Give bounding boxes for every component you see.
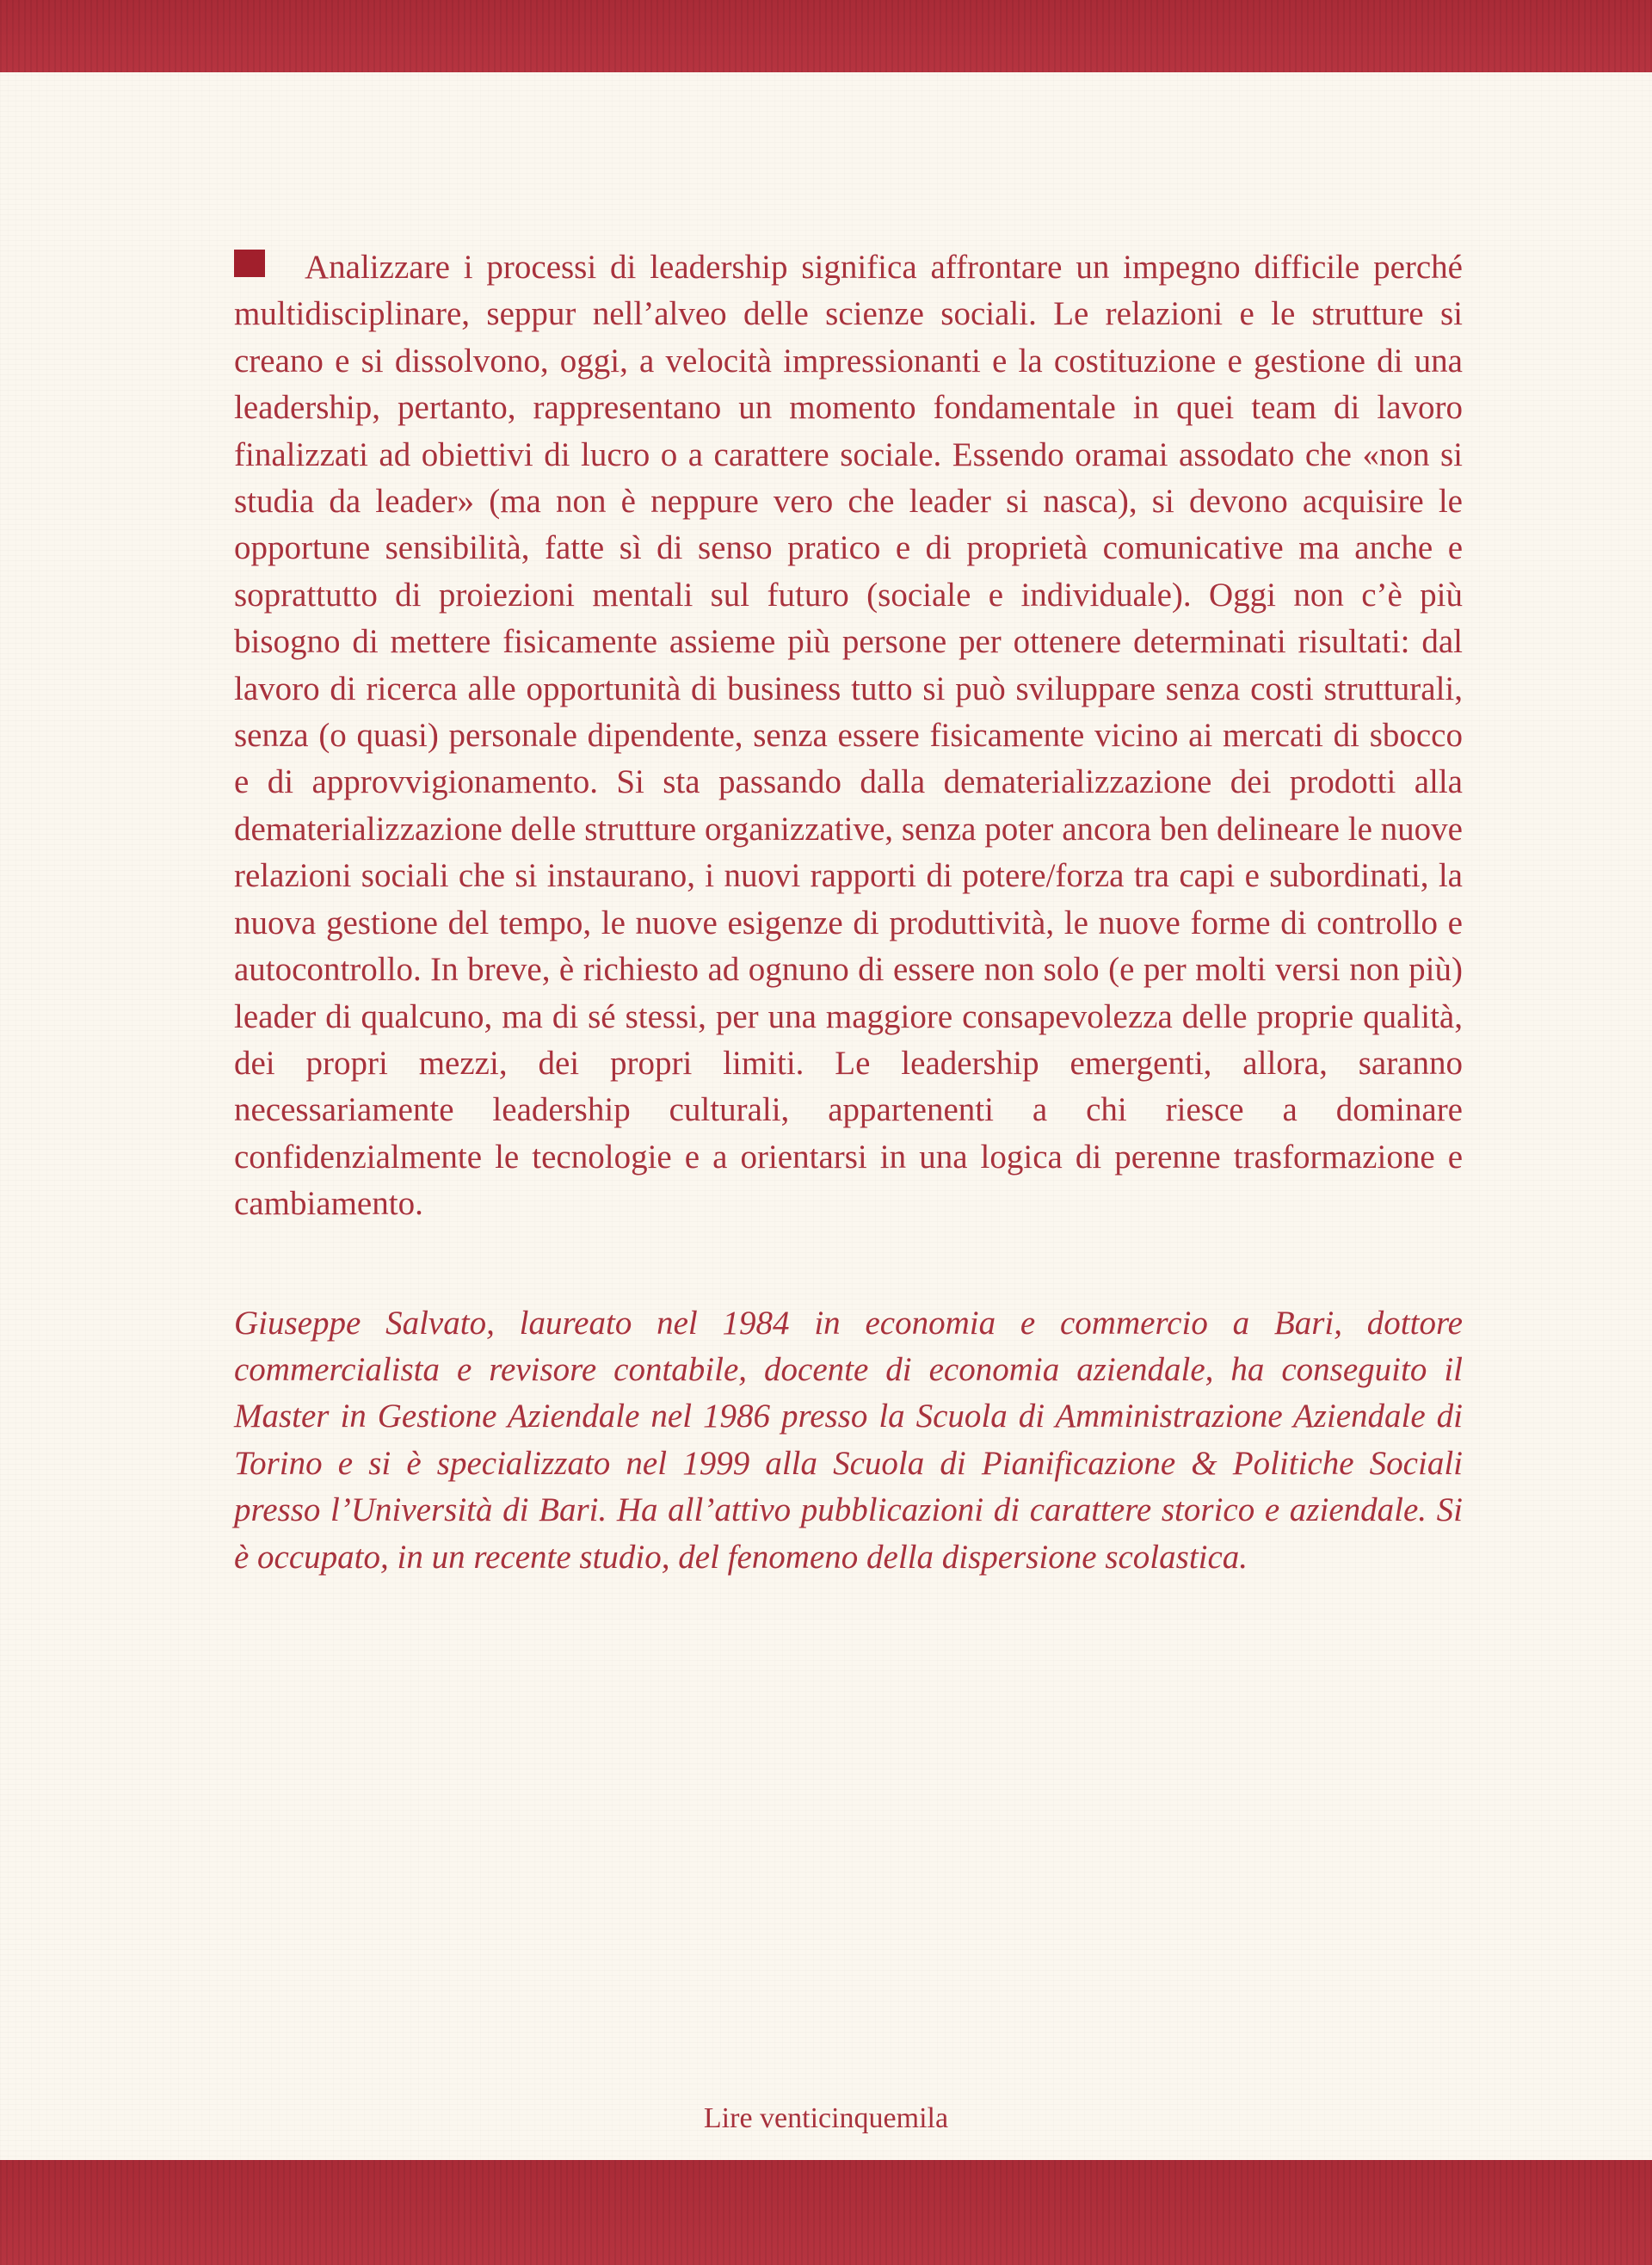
intro-text: Analizzare i processi di leadership significa affrontare un impegno difficile perché multidisciplinare, seppur nell’alveo delle scienze sociali. Le relazioni e le strutture si creano e si dissolvono, oggi, a velocità impressionanti e la costituzione e gestione di una leadership, pertanto, rappresentano un momento fondamentale in quei team di lavoro finalizzati ad obiettivi di lucro o a carattere sociale. Essendo oramai assodato che «non si studia da leader» (ma non è neppure vero che leader si nasca), si devono acquisire le opportune sensibilità, fatte sì di senso pratico e di proprietà comunicative ma anche e soprattutto di proiezioni mentali sul futuro (sociale e individuale). Oggi non c’è più bisogno di mettere fisicamente assieme più persone per ottenere determinati risultati: dal lavoro di ricerca alle opportunità di business tutto si può sviluppare senza costi strutturali, senza (o quasi) personale dipendente, senza essere fisicamente vicino ai mercati di sbocco e di approvvigionamento. Si sta passando dalla dematerializzazione dei prodotti alla dematerializzazione delle strutture organizzative, senza poter ancora ben delineare le nuove relazioni sociali che si instaurano, i nuovi rapporti di potere/forza tra capi e subordinati, la nuova gestione del tempo, le nuove esigenze di produttività, le nuove forme di controllo e autocontrollo. In breve, è richiesto ad ognuno di essere non solo (e per molti versi non più) leader di qualcuno, ma di sé stessi, per una maggiore consapevolezza delle proprie qualità, dei propri mezzi, dei propri limiti. Le leadership emergenti, allora, saranno necessariamente leadership culturali, appartenenti a chi riesce a dominare confidenzialmente le tecnologie e a orientarsi in una logica di perenne trasformazione e cambiamento.: [234, 249, 1463, 1223]
top-red-band: [0, 0, 1652, 72]
bottom-red-band: [0, 2160, 1652, 2265]
square-bullet-icon: [234, 250, 265, 277]
price-label: Lire venticinquemila: [703, 2102, 949, 2134]
back-cover-content: [234, 244, 1463, 1581]
author-bio: Giuseppe Salvato, laureato nel 1984 in economia e commercio a Bari, dottore commercialista e revisore contabile, docente di economia aziendale, ha conseguito il Master in Gestione Aziendale nel 1986 presso la Scuola di Amministrazione Aziendale di Torino e si è specializzato nel 1999 alla Scuola di Pianificazione & Politiche Sociali presso l’Università di Bari. Ha all’attivo pubblicazioni di carattere storico e aziendale. Si è occupato, in un recente studio, del fenomeno della dispersione scolastica.: [234, 1304, 1463, 1576]
intro-paragraph: [234, 244, 1463, 1228]
